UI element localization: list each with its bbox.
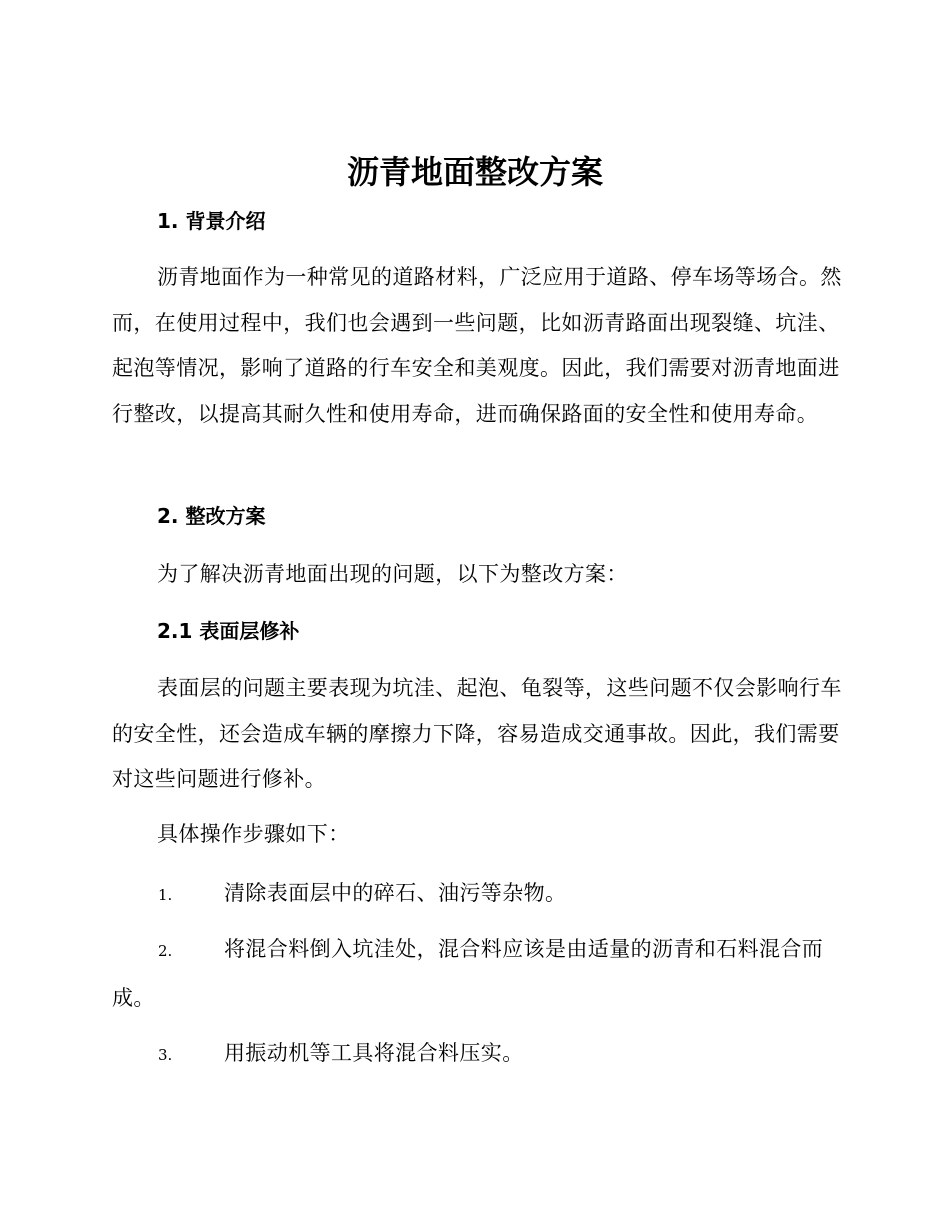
list-item-text: 将混合料倒入坑洼处，混合料应该是由适量的沥青和石料混合而成。 xyxy=(112,937,824,1010)
list-item-number: 3. xyxy=(158,1046,173,1064)
section-heading-plan: 2. 整改方案 xyxy=(157,504,266,528)
list-item-number: 1. xyxy=(158,886,173,904)
steps-intro-paragraph: 具体操作步骤如下： xyxy=(157,822,350,846)
list-item-number: 2. xyxy=(158,942,173,960)
document-title: 沥青地面整改方案 xyxy=(346,153,603,191)
section-heading-background: 1. 背景介绍 xyxy=(157,209,266,233)
list-item xyxy=(112,1028,842,1080)
plan-intro-paragraph: 为了解决沥青地面出现的问题，以下为整改方案： xyxy=(157,562,628,586)
list-item-text: 清除表面层中的碎石、油污等杂物。 xyxy=(224,881,567,905)
subsection-heading-surface-repair: 2.1 表面层修补 xyxy=(157,619,300,643)
background-paragraph: 沥青地面作为一种常见的道路材料，广泛应用于道路、停车场等场合。然而，在使用过程中，我们也会遇到一些问题，比如沥青路面出现裂缝、坑洼、起泡等情况，影响了道路的行车安全和美观度。因此，我们需要对沥青地面进行整改，以提高其耐久性和使用寿命，进而确保路面的安全性和使用寿命。 xyxy=(112,265,842,426)
list-item xyxy=(112,868,842,920)
surface-repair-paragraph: 表面层的问题主要表现为坑洼、起泡、龟裂等，这些问题不仅会影响行车的安全性，还会造成车辆的摩擦力下降，容易造成交通事故。因此，我们需要对这些问题进行修补。 xyxy=(112,676,842,791)
list-item xyxy=(112,926,842,1022)
list-item-text: 用振动机等工具将混合料压实。 xyxy=(224,1041,524,1065)
